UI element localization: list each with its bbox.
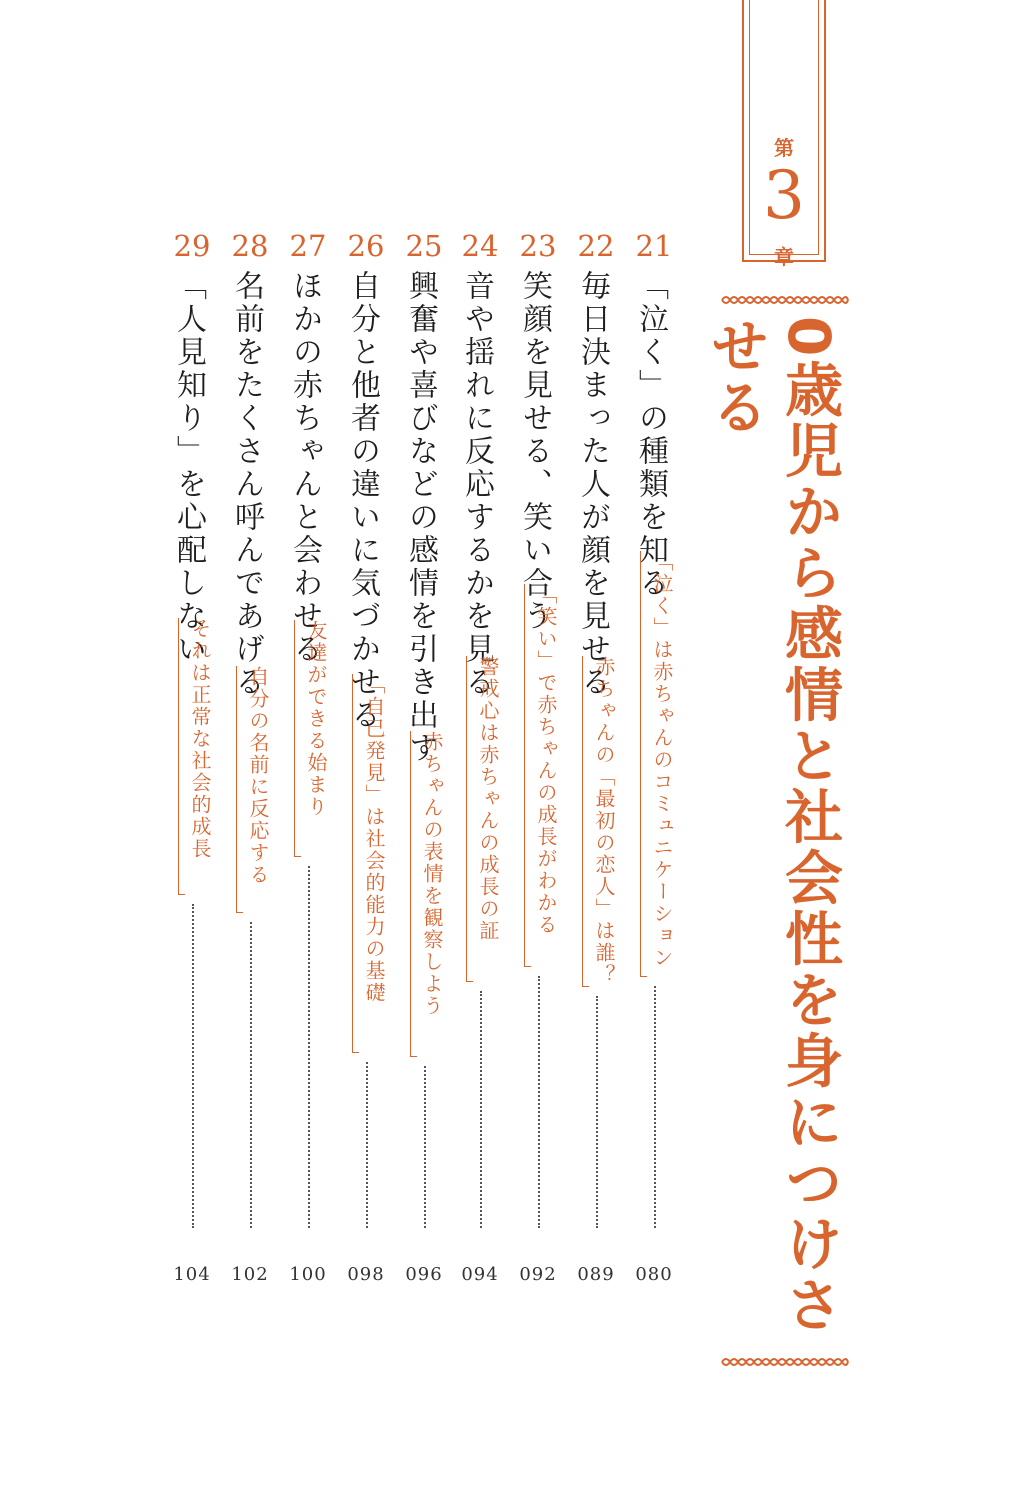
- chapter-label-bottom: 章: [774, 245, 794, 269]
- item-title: 自分と他者の違いに気づかせる: [345, 270, 380, 732]
- leader-dots: [596, 996, 598, 1228]
- chapter-label-top: 第: [774, 136, 794, 160]
- toc-item[interactable]: [396, 226, 452, 1286]
- subtitle-bar: [466, 656, 473, 982]
- page-number: 100: [289, 1264, 327, 1285]
- item-number: 22: [577, 229, 615, 263]
- toc-item[interactable]: [510, 226, 566, 1286]
- subtitle-bar: [640, 551, 647, 977]
- item-subtitle: 赤ちゃんの表情を観察しよう: [420, 731, 444, 1017]
- leader-dots: [654, 986, 656, 1228]
- page-number: 089: [577, 1264, 615, 1285]
- page-number: 092: [519, 1264, 557, 1285]
- item-number: 29: [173, 229, 211, 263]
- subtitle-bar: [524, 584, 531, 967]
- page-number: 094: [461, 1264, 499, 1285]
- item-subtitle: 「笑い」で赤ちゃんの成長がわかる: [534, 584, 558, 936]
- item-number: 26: [347, 229, 385, 263]
- toc-item[interactable]: [626, 226, 682, 1286]
- toc-item[interactable]: [164, 226, 220, 1286]
- item-title: 「人見知り」を心配しない: [171, 270, 206, 666]
- wavy-divider-top: [720, 294, 850, 306]
- subtitle-bar: [236, 666, 243, 913]
- page-number: 080: [635, 1264, 673, 1285]
- chapter-title: 0歳児から感情と社会性を身につけさせる: [701, 316, 843, 1336]
- item-title: 名前をたくさん呼んであげる: [229, 270, 264, 699]
- leader-dots: [366, 1062, 368, 1228]
- page-number: 102: [231, 1264, 269, 1285]
- page-number: 098: [347, 1264, 385, 1285]
- item-subtitle: 「自己発見」は社会的能力の基礎: [362, 674, 386, 1004]
- item-number: 25: [405, 229, 443, 263]
- subtitle-bar: [352, 674, 359, 1053]
- item-number: 27: [289, 229, 327, 263]
- toc-item[interactable]: [222, 226, 278, 1286]
- item-subtitle: 友達ができる始まり: [304, 620, 328, 818]
- leader-dots: [192, 904, 194, 1228]
- item-number: 21: [635, 229, 673, 263]
- item-title: ほかの赤ちゃんと会わせる: [287, 270, 322, 666]
- subtitle-bar: [178, 618, 185, 895]
- subtitle-bar: [294, 620, 301, 857]
- item-subtitle: 「泣く」は赤ちゃんのコミュニケーション: [650, 551, 674, 969]
- leader-dots: [308, 866, 310, 1228]
- item-subtitle: 自分の名前に反応する: [246, 666, 270, 886]
- item-title: 「泣く」の種類を知る: [633, 270, 668, 600]
- leader-dots: [538, 976, 540, 1228]
- item-subtitle: それは正常な社会的成長: [188, 618, 212, 860]
- toc-item[interactable]: [280, 226, 336, 1286]
- subtitle-bar: [582, 656, 589, 987]
- item-title: 興奮や喜びなどの感情を引き出す: [403, 270, 438, 765]
- toc-item[interactable]: [568, 226, 624, 1286]
- item-title: 毎日決まった人が顔を見せる: [575, 270, 610, 699]
- toc-item[interactable]: [338, 226, 394, 1286]
- leader-dots: [480, 991, 482, 1228]
- subtitle-bar: [410, 731, 417, 1057]
- item-number: 24: [461, 229, 499, 263]
- chapter-box: [742, 0, 826, 269]
- leader-dots: [424, 1066, 426, 1228]
- toc-item[interactable]: [452, 226, 508, 1286]
- page-number: 104: [173, 1264, 211, 1285]
- leader-dots: [250, 922, 252, 1228]
- item-number: 23: [519, 229, 557, 263]
- item-subtitle: 赤ちゃんの「最初の恋人」は誰？: [592, 656, 616, 986]
- wavy-divider-bottom: [720, 1356, 850, 1368]
- item-number: 28: [231, 229, 269, 263]
- page-number: 096: [405, 1264, 443, 1285]
- item-subtitle: 警戒心は赤ちゃんの成長の証: [476, 656, 500, 942]
- item-title: 音や揺れに反応するかを見る: [459, 270, 494, 699]
- item-title: 笑顔を見せる、笑い合う: [517, 270, 552, 633]
- chapter-number: 3: [763, 157, 805, 234]
